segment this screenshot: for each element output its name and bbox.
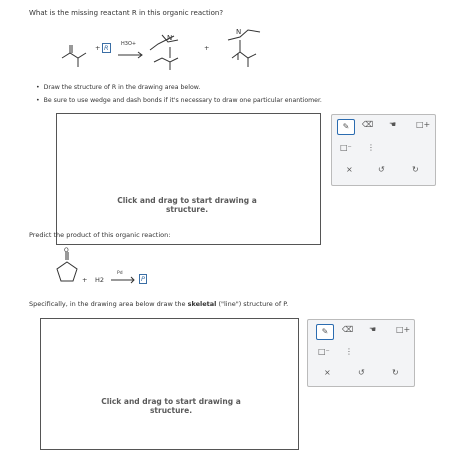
hand-tool-button-2[interactable]: ☚ [369,325,377,334]
question-2-title: Predict the product of this organic reaction: [29,231,171,239]
instruction-text-1: Specifically, in the drawing area below draw the [29,300,186,308]
eraser-tool-button-2[interactable]: ⌫ [342,325,354,334]
svg-text:N: N [167,34,173,42]
hydrogen-reagent: H2 [95,276,105,284]
drawing-toolbox-2 [307,319,415,387]
charge-tool-button[interactable]: □+ [416,120,431,129]
instruction-bold-skeletal: skeletal [187,300,217,308]
plus-sign-2: + [204,44,210,52]
eraser-tool-button[interactable]: ⌫ [362,120,374,129]
drawing-canvas-1[interactable] [56,113,321,245]
catalyst-label: Pd [117,271,123,276]
reagent-label: H3O+ [121,41,137,47]
canvas-2-prompt: Click and drag to start drawing a structure. [101,397,241,415]
drawing-canvas-2[interactable] [40,318,299,450]
drawing-toolbox-1 [331,114,436,186]
plus-sign-3: + [82,276,88,284]
question-1-title: What is the missing reactant R in this organic reaction? [29,9,224,17]
undo-button[interactable]: ↺ [378,165,385,174]
lone-pair-tool-button[interactable]: ⋮ [367,143,375,152]
reactant-1-chain [62,53,86,58]
plus-sign-1: + [95,44,101,52]
reaction-arrow-2 [110,276,136,284]
hand-tool-button[interactable]: ☚ [389,120,397,129]
instruction-bullet-1: • Draw the structure of R in the drawing area below. [36,84,200,91]
undo-button-2[interactable]: ↺ [358,368,365,377]
pencil-tool-button-2[interactable]: ✎ [316,324,334,340]
svg-text:O: O [64,247,69,254]
lone-pair-tool-button-2[interactable]: ⋮ [345,347,353,356]
instruction-bullet-2: • Be sure to use wedge and dash bonds if it's necessary to draw one particular enantiomer. [36,97,322,104]
clear-button[interactable]: × [346,165,353,174]
instruction-text-2: ("line") structure of P. [218,300,289,308]
clear-button-2[interactable]: × [324,368,331,377]
product-p-label: P [141,275,145,283]
redo-button[interactable]: ↻ [412,165,419,174]
charge-tool-button-2[interactable]: □+ [396,325,411,334]
bracket-tool-button[interactable]: □⁻ [340,143,352,152]
redo-button-2[interactable]: ↻ [392,368,399,377]
reaction-1-scheme [50,20,290,82]
question-2-instruction [29,300,288,308]
bracket-tool-button-2[interactable]: □⁻ [318,347,330,356]
reactant-r-label: R [104,44,109,52]
svg-text:N: N [236,28,242,36]
pencil-tool-button[interactable]: ✎ [337,119,355,135]
canvas-1-prompt: Click and drag to start drawing a structure. [117,196,257,214]
